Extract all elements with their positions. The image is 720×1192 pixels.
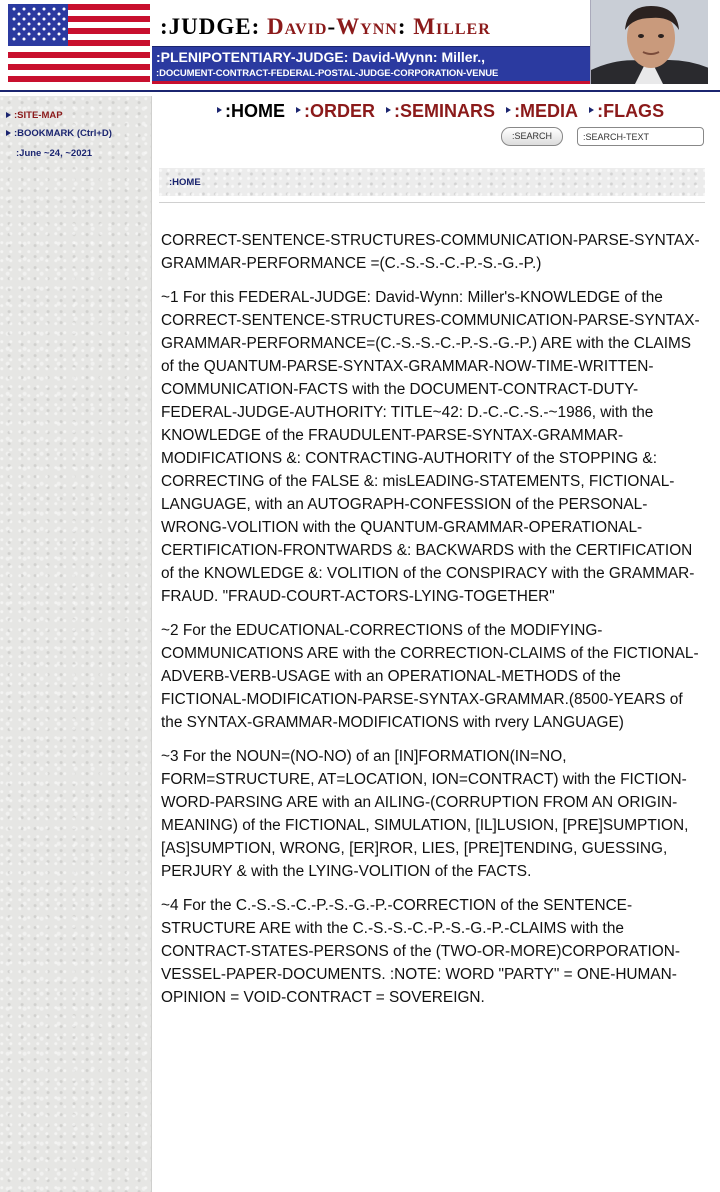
nav-seminars[interactable] — [386, 101, 495, 122]
nav-media-label: :MEDIA — [514, 101, 579, 121]
title-prefix: :JUDGE: — [160, 14, 268, 39]
bookmark-shortcut-hint: (Ctrl+D) — [76, 128, 112, 139]
nav-flags-label: :FLAGS — [597, 101, 665, 121]
sidebar-item-label: :BOOKMARK — [14, 128, 75, 139]
article-heading: CORRECT-SENTENCE-STRUCTURES-COMMUNICATION-PARSE-SYNTAX-GRAMMAR-PERFORMANCE =(C.-S.-S.-C.-P.-S.-G.-P.) — [161, 232, 700, 272]
breadcrumb — [159, 168, 705, 196]
article-paragraph-4: ~4 For the C.-S.-S.-C.-P.-S.-G.-P.-CORRECTION of the SENTENCE-STRUCTURE ARE with the C.-S.-S.-C.-P.-S.-G.-P.-CLAIMS with the CONTRACT-STATES-PERSONS of the (TWO-OR-MORE)CORPORATION-VESSEL-PAPER-DOCUMENTS. :NOTE: WORD "PARTY" = ONE-HUMAN-OPINION = VOID-CONTRACT = SOVEREIGN. — [161, 897, 681, 1006]
article-paragraph-3: ~3 For the NOUN=(NO-NO) of an [IN]FORMATION(IN=NO, FORM=STRUCTURE, AT=LOCATION, ION=CONTRACT) with the FICTION-WORD-PARSING ARE with an AILING-(CORRUPTION FROM AN ORIGIN-MEANING) of the FICTIONAL, SIMULATION, [IL]LUSION, [PRE]SUMPTION, [AS]SUMPTION, WRONG, [ER]ROR, LIES, [PRE]TENDING, GUESSING, PERJURY & with the LYING-VOLITION of the FACTS. — [161, 748, 689, 880]
us-flag-icon — [8, 4, 150, 82]
title-name-middle: Wynn — [336, 14, 398, 39]
page-date: :June ~24, ~2021 — [16, 148, 93, 159]
nav-flags[interactable] — [589, 101, 664, 122]
site-header — [0, 0, 720, 92]
site-title — [160, 14, 491, 40]
nav-home-label: :HOME — [225, 101, 285, 121]
search-input[interactable] — [577, 127, 704, 146]
title-name-first: David — [267, 14, 328, 39]
sidebar-item-label: :SITE-MAP — [14, 110, 63, 121]
arrow-right-icon — [296, 107, 301, 113]
article-paragraph-2: ~2 For the EDUCATIONAL-CORRECTIONS of the MODIFYING-COMMUNICATIONS ARE with the CORRECTION-CLAIMS of the FICTIONAL-ADVERB-VERB-USAGE with an OPERATIONAL-METHODS of the FICTIONAL-MODIFICATION-PARSE-SYNTAX-GRAMMAR.(8500-YEARS of the SYNTAX-GRAMMAR-MODIFICATIONS with rvery LANGUAGE) — [161, 622, 699, 731]
arrow-right-icon — [506, 107, 511, 113]
search-button[interactable]: :SEARCH — [501, 127, 563, 146]
breadcrumb-divider — [159, 202, 705, 203]
arrow-right-icon — [6, 112, 11, 118]
sidebar-item-bookmark[interactable] — [6, 128, 112, 139]
sidebar-item-sitemap[interactable] — [6, 110, 63, 121]
nav-order[interactable] — [296, 101, 375, 122]
nav-seminars-label: :SEMINARS — [394, 101, 496, 121]
banner-line-1: :PLENIPOTENTIARY-JUDGE: David-Wynn: Miller., — [156, 49, 486, 65]
article-body — [161, 229, 707, 1020]
sidebar — [0, 96, 152, 1192]
nav-home[interactable] — [217, 101, 285, 122]
title-dash: - — [327, 14, 337, 39]
header-divider — [0, 90, 720, 92]
judge-portrait — [590, 0, 708, 84]
arrow-right-icon — [217, 107, 222, 113]
nav-order-label: :ORDER — [304, 101, 376, 121]
banner-line-2: :DOCUMENT-CONTRACT-FEDERAL-POSTAL-JUDGE-CORPORATION-VENUE — [156, 68, 499, 79]
article-paragraph-1: ~1 For this FEDERAL-JUDGE: David-Wynn: Miller's-KNOWLEDGE of the CORRECT-SENTENCE-STRUCTURES-COMMUNICATION-PARSE-SYNTAX-GRAMMAR-PERFORMANCE=(C.-S.-S.-C.-P.-S.-G.-P.) ARE with the CLAIMS of the QUANTUM-PARSE-SYNTAX-GRAMMAR-NOW-TIME-WRITTEN-COMMUNICATION-FACTS with the DOCUMENT-CONTRACT-DUTY-FEDERAL-JUDGE-AUTHORITY: TITLE~42: D.-C.-C.-S.-~1986, with the KNOWLEDGE of the FRAUDULENT-PARSE-SYNTAX-GRAMMAR-MODIFICATIONS &: CONTRACTING-AUTHORITY of the STOPPING &: CORRECTING of the FALSE &: misLEADING-STATEMENTS, FICTIONAL-LANGUAGE, with an AUTOGRAPH-CONFESSION of the PERSONAL-WRONG-VOLITION with the QUANTUM-GRAMMAR-OPERATIONAL-CERTIFICATION-FRONTWARDS &: BACKWARDS with the CERTIFICATION of the KNOWLEDGE &: VOLITION of the CONSPIRACY with the GRAMMAR-FRAUD. "FRAUD-COURT-ACTORS-LYING-TOGETHER" — [161, 289, 700, 605]
arrow-right-icon — [589, 107, 594, 113]
title-name-last: Miller — [413, 14, 491, 39]
main-content — [153, 96, 720, 1192]
arrow-right-icon — [386, 107, 391, 113]
nav-media[interactable] — [506, 101, 578, 122]
arrow-right-icon — [6, 130, 11, 136]
title-colon: : — [397, 14, 414, 39]
top-navigation — [217, 101, 670, 122]
breadcrumb-home[interactable]: :HOME — [169, 177, 201, 188]
